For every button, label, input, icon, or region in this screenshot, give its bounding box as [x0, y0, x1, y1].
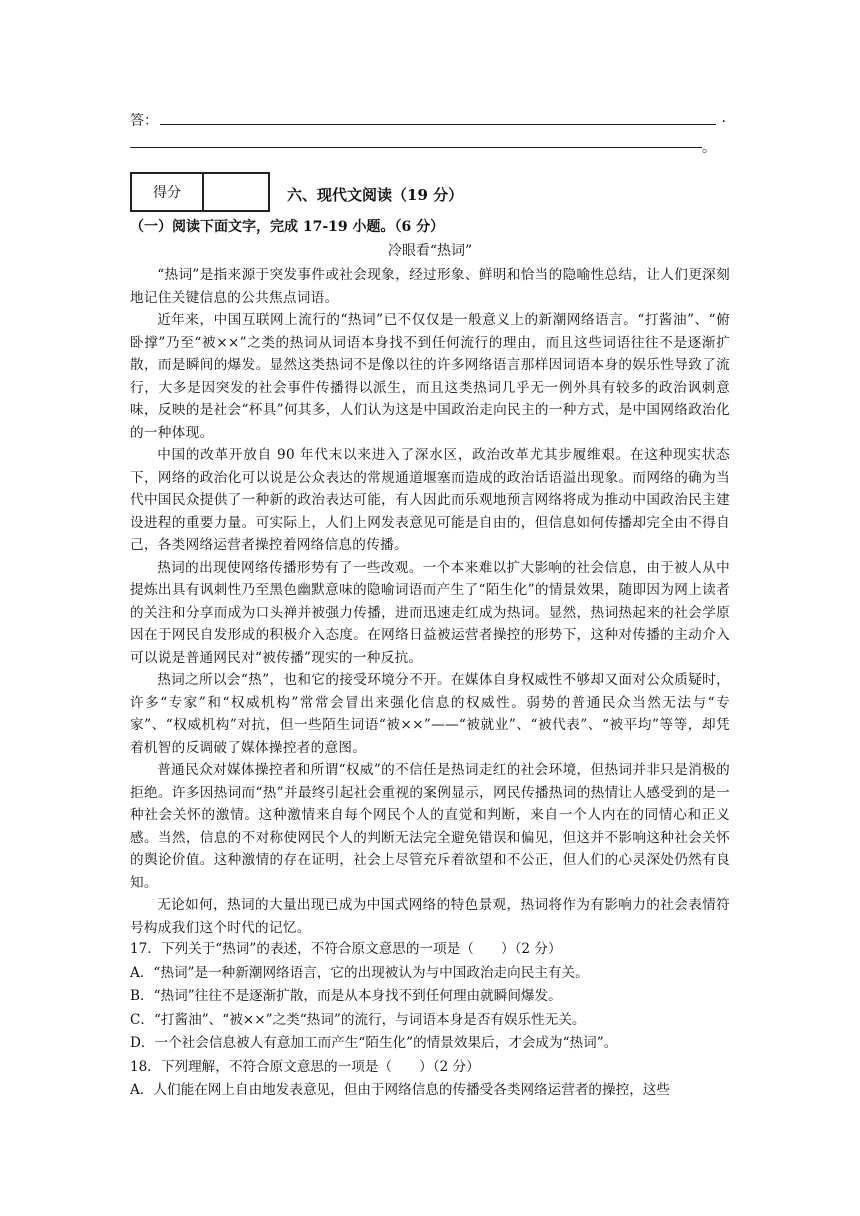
answer-line-2: [130, 135, 716, 155]
section-title: 六、现代文阅读（19 分）: [287, 186, 464, 204]
article-title: 冷眼看“热词”: [387, 243, 473, 259]
answer-blank-1[interactable]: [160, 124, 716, 125]
answer-line-1: [130, 110, 730, 130]
question-17-option-d: D．一个社会信息被人有意加工而产生“陌生化”的情景效果后，才会成为“热词”。: [130, 1035, 618, 1051]
score-value-cell[interactable]: [204, 174, 268, 210]
question-17-option-a: A．“热词”是一种新潮网络语言，它的出现被认为与中国政治走向民主有关。: [130, 964, 589, 981]
article-paragraph: 热词的出现使网络传播形势有了一些改观。一个本来难以扩大影响的社会信息，由于被人从中提炼出具有讽刺性乃至黑色幽默意味的隐喻词语而产生了“陌生化”的情景效果，随即因为网上读者的关注和分享而成为口头禅并被强力传播，进而迅速走红成为热词。显然，热词热起来的社会学原因在于网民自发形成的积极介入态度。在网络日益被运营者操控的形势下，这种对传播的主动介入可以说是普通网民对“被传播”现实的一种反抗。: [130, 559, 730, 666]
answer-label: 答：: [130, 113, 158, 129]
question-18-stem: 18．下列理解，不符合原文意思的一项是（ ）（2 分）: [130, 1058, 480, 1075]
answer-line-1-end: .: [721, 110, 726, 126]
question-17-option-b: B．“热词”往往不是逐渐扩散，而是从本身找不到任何理由就瞬间爆发。: [130, 988, 562, 1004]
questions: [130, 938, 730, 1103]
score-box: [130, 172, 270, 212]
section-subtitle: （一）阅读下面文字，完成 17-19 小题。（6 分）: [130, 219, 445, 235]
article-paragraph: 普通民众对媒体操控者和所谓“权威”的不信任是热词走红的社会环境，但热词并非只是消极的拒绝。许多因热词而“热”并最终引起社会重视的案例显示，网民传播热词的热情让人感受到的是一种社会关怀的激情。这种激情来自每个网民个人的直觉和判断，来自一个人内在的同情心和正义感。当然，信息的不对称使网民个人的判断无法完全避免错误和偏见，但这并不影响这种社会关怀的舆论价值。这种激情的存在证明，社会上尽管充斥着欲望和不公正，但人们的心灵深处仍然有良知。: [130, 762, 730, 891]
question-17-option-c: C．“打酱油”、“被××”之类“热词”的流行，与词语本身是否有娱乐性无关。: [130, 1011, 586, 1028]
answer-line-2-end: 。: [702, 140, 716, 156]
answer-blank-2[interactable]: [130, 147, 702, 148]
article-paragraph: 无论如何，热词的大量出现已成为中国式网络的特色景观，热词将作为有影响力的社会表情符号构成我们这个时代的记忆。: [130, 897, 730, 936]
question-18-option-a: A．人们能在网上自由地发表意见，但由于网络信息的传播受各类网络运营者的操控，这些: [130, 1082, 670, 1098]
article-body: [130, 264, 730, 939]
article-paragraph: 近年来，中国互联网上流行的“热词”已不仅仅是一般意义上的新潮网络语言。“打酱油”、“俯卧撑”乃至“被××”之类的热词从词语本身找不到任何流行的理由，而且这些词语往往不是逐渐扩散，而是瞬间的爆发。显然这类热词不是像以往的许多网络语言那样因词语本身的娱乐性导致了流行，大多是因突发的社会事件传播得以派生，而且这类热词几乎无一例外具有较多的政治讽刺意味，反映的是社会“杯具”何其多，人们认为这是中国政治走向民主的一种方式，是中国网络政治化的一种体现。: [130, 312, 730, 441]
article-paragraph: 中国的改革开放自 90 年代末以来进入了深水区，政治改革尤其步履维艰。在这种现实状态下，网络的政治化可以说是公众表达的常规通道堰塞而造成的政治话语溢出现象。而网络的确为当代中国民众提供了一种新的政治表达可能，有人因此而乐观地预言网络将成为推动中国政治民主建设进程的重要力量。可实际上，人们上网发表意见可能是自由的，但信息如何传播却完全由不得自己，各类网络运营者操控着网络信息的传播。: [130, 447, 730, 553]
article-paragraph: “热词”是指来源于突发事件或社会现象，经过形象、鲜明和恰当的隐喻性总结，让人们更深刻地记住关键信息的公共焦点词语。: [130, 267, 730, 306]
question-17-stem: 17．下列关于“热词”的表述，不符合原文意思的一项是（ ）（2 分）: [130, 941, 562, 957]
article-paragraph: 热词之所以会“热”，也和它的接受环境分不开。在媒体自身权威性不够却又面对公众质疑时，许多“专家”和“权威机构”常常会冒出来强化信息的权威性。弱势的普通民众当然无法与“专家”、“权威机构”对抗，但一些陌生词语“被××”——“被就业”、“被代表”、“被平均”等等，却凭着机智的反调破了媒体操控者的意图。: [130, 672, 730, 756]
score-label: 得分: [132, 174, 204, 210]
